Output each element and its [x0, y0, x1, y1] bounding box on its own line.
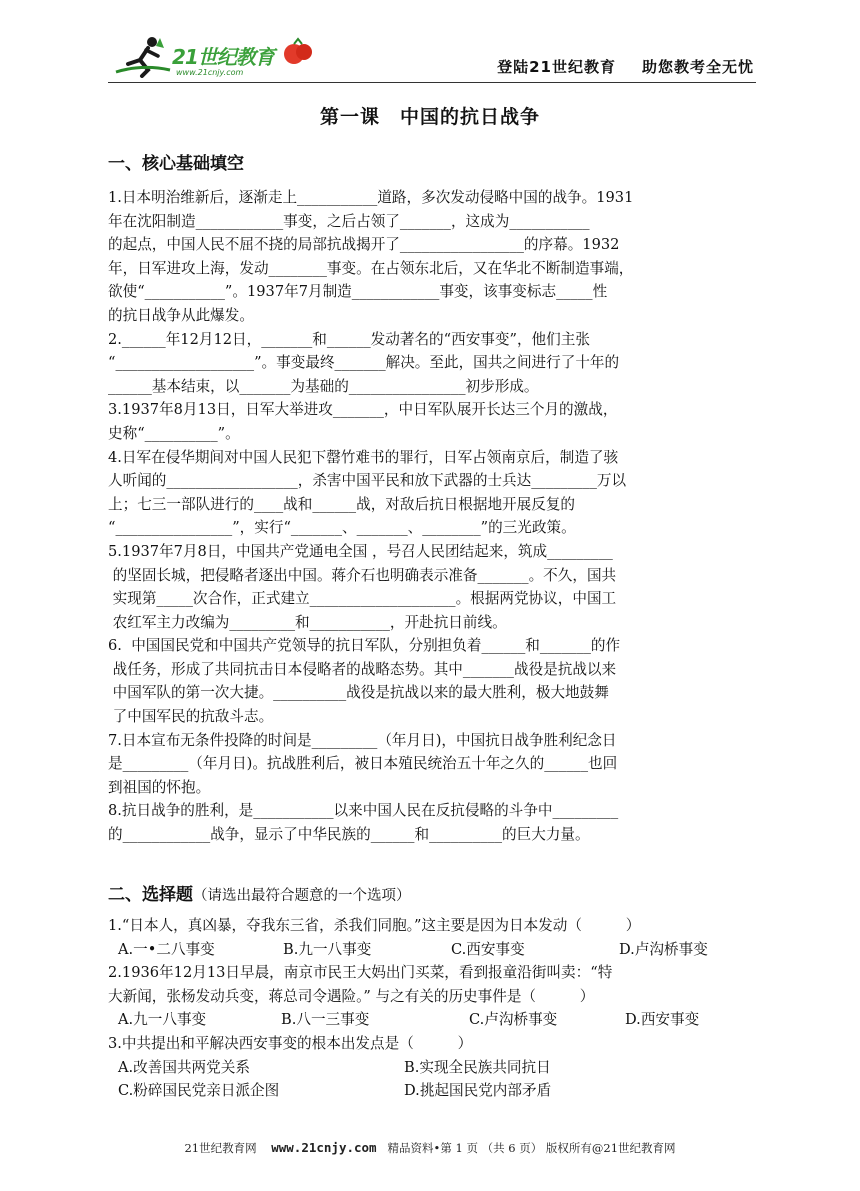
logo-wordmark: 21世纪教育: [172, 45, 274, 69]
fill-in-line: 7.日本宣布无条件投降的时间是_________（年月日)，中国抗日战争胜利纪念日: [108, 731, 617, 749]
page-footer: [0, 1140, 860, 1156]
fill-in-line: 5.1937年7月8日，中国共产党通电全国 ，号召人民团结起来，筑成_________: [108, 542, 613, 560]
fill-in-line: “________________”，实行“_______、_______、________”的三光政策。: [108, 519, 576, 537]
fill-in-line: ______基本结束，以_______为基础的________________初步形成。: [108, 377, 539, 395]
option-c[interactable]: C.西安事变: [451, 940, 525, 958]
question-options: [108, 1008, 756, 1032]
question-stem: 大新闻，张杨发动兵变，蒋总司令遇险。” 与之有关的历史事件是（ ）: [108, 987, 595, 1005]
header-slogan: [497, 56, 754, 77]
tomato-icon: [280, 36, 314, 66]
fill-in-line: 年，日军进攻上海，发动________事变。在占领东北后，又在华北不断制造事端，: [108, 259, 634, 277]
fill-in-line: 欲使“___________”。1937年7月制造____________事变，该事变标志_____性: [108, 283, 608, 301]
section-heading-choice: [108, 880, 411, 905]
option-a[interactable]: A.一•二八事变: [118, 940, 215, 958]
fill-in-line: 的起点，中国人民不屈不挠的局部抗战揭开了_________________的序幕。1932: [108, 236, 620, 254]
question-options: [108, 1079, 756, 1103]
option-c[interactable]: C.卢沟桥事变: [469, 1011, 558, 1029]
option-c[interactable]: C.粉碎国民党亲日派企图: [118, 1082, 280, 1100]
choice-heading-text: 二、选择题: [108, 885, 193, 905]
question-stem: 2.1936年12月13日早晨，南京市民王大妈出门买菜，看到报童沿街叫卖：“特: [108, 964, 613, 982]
option-d[interactable]: D.挑起国民党内部矛盾: [404, 1082, 552, 1100]
fill-in-line: 史称“__________”。: [108, 424, 240, 442]
fill-in-line: 是_________（年月日)。抗战胜利后，被日本殖民统治五十年之久的______也回: [108, 755, 618, 773]
footer-url[interactable]: www.21cnjy.com: [271, 1140, 377, 1155]
fill-in-questions: [108, 186, 756, 847]
question-options: [108, 1056, 756, 1080]
footer-info: 精品资料•第 1 页 （共 6 页） 版权所有@21世纪教育网: [387, 1141, 676, 1155]
fill-in-line: 农红军主力改编为_________和___________，开赴抗日前线。: [108, 613, 507, 631]
fill-in-line: 人听闻的__________________，杀害中国平民和放下武器的士兵达_________万以: [108, 472, 627, 490]
choice-questions: [108, 914, 756, 1103]
fill-in-line: 的____________战争，显示了中华民族的______和__________的巨大力量。: [108, 826, 590, 844]
choice-instruction: （请选出最符合题意的一个选项）: [193, 888, 411, 904]
running-man-icon: [112, 34, 174, 78]
logo-url: www.21cnjy.com: [176, 68, 244, 77]
fill-in-line: 8.抗日战争的胜利，是___________以来中国人民在反抗侵略的斗争中_________: [108, 802, 619, 820]
option-b[interactable]: B.实现全民族共同抗日: [404, 1058, 551, 1076]
fill-in-line: 战任务，形成了共同抗击日本侵略者的战略态势。其中_______战役是抗战以来: [108, 660, 617, 678]
footer-site: 21世纪教育网: [184, 1141, 257, 1155]
fill-in-line: 到祖国的怀抱。: [108, 778, 211, 796]
slogan-left: 登陆21世纪教育: [497, 58, 616, 76]
fill-in-line: 2.______年12月12日，_______和______发动著名的“西安事变”，他们主张: [108, 330, 590, 348]
section-heading-fill-in: 一、核心基础填空: [108, 154, 244, 174]
fill-in-line: 4.日军在侵华期间对中国人民犯下罄竹难书的罪行，日军占领南京后，制造了骇: [108, 448, 619, 466]
slogan-right: 助您教考全无忧: [641, 58, 754, 76]
fill-in-line: 3.1937年8月13日，日军大举进攻_______，中日军队展开长达三个月的激战，: [108, 401, 618, 419]
fill-in-line: 实现第_____次合作，正式建立____________________。根据两党协议，中国工: [108, 590, 617, 608]
option-d[interactable]: D.西安事变: [625, 1011, 700, 1029]
option-a[interactable]: A.改善国共两党关系: [118, 1058, 250, 1076]
fill-in-line: 1.日本明治维新后，逐渐走上___________道路，多次发动侵略中国的战争。1931: [108, 189, 634, 206]
fill-in-line: 年在沈阳制造____________事变，之后占领了_______，这成为___________: [108, 212, 590, 230]
option-d[interactable]: D.卢沟桥事变: [619, 940, 708, 958]
question-options: [108, 938, 756, 962]
question-stem: 1.“日本人，真凶暴，夺我东三省，杀我们同胞。”这主要是因为日本发动（ ）: [108, 917, 641, 934]
fill-in-line: 的抗日战争从此爆发。: [108, 306, 254, 324]
option-a[interactable]: A.九一八事变: [118, 1011, 207, 1029]
fill-in-line: 中国军队的第一次大捷。__________战役是抗战以来的最大胜利，极大地鼓舞: [108, 684, 609, 702]
fill-in-line: 6. 中国国民党和中国共产党领导的抗日军队，分别担负着______和_______的作: [108, 637, 621, 655]
page-title: 第一课 中国的抗日战争: [319, 106, 540, 128]
option-b[interactable]: B.八一三事变: [281, 1011, 370, 1029]
fill-in-line: 的坚固长城，把侵略者逐出中国。蒋介石也明确表示准备_______。不久，国共: [108, 566, 617, 584]
option-b[interactable]: B.九一八事变: [283, 940, 372, 958]
fill-in-line: 上；七三一部队进行的____战和______战，对敌后抗日根据地开展反复的: [108, 495, 576, 513]
page-header: [108, 30, 756, 83]
question-stem: 3.中共提出和平解决西安事变的根本出发点是（ ）: [108, 1034, 473, 1052]
fill-in-line: “___________________”。事变最终_______解决。至此，国共之间进行了十年的: [108, 354, 620, 372]
fill-in-line: 了中国军民的抗敌斗志。: [108, 708, 274, 726]
site-logo: [112, 34, 312, 78]
